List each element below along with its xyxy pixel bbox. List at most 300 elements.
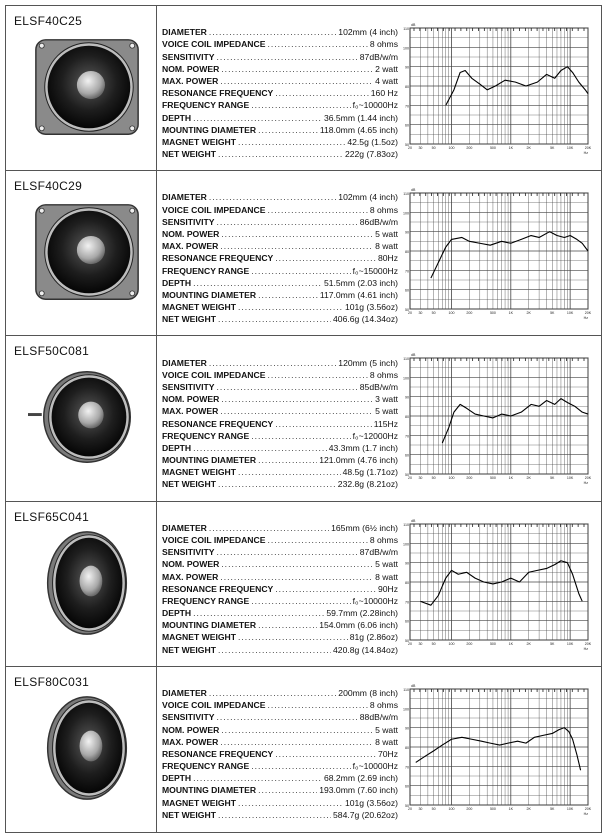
x-tick-label: 20 <box>408 806 412 811</box>
spec-label: RESONANCE FREQUENCY <box>162 88 274 99</box>
model-name: ELSF65C041 <box>14 509 90 524</box>
speaker-photo <box>28 524 146 642</box>
spec-label: MOUNTING DIAMETER <box>162 620 257 631</box>
spec-sheet <box>5 5 602 833</box>
spec-mounting <box>162 454 398 466</box>
y-tick-label: 100 <box>403 211 409 216</box>
spec-value: 406.6g (14.34oz) <box>333 314 398 325</box>
spec-label: DIAMETER <box>162 522 207 533</box>
y-tick-label: 100 <box>403 376 409 381</box>
leader-dots <box>193 442 327 454</box>
spec-diameter <box>162 26 398 38</box>
leader-dots <box>251 265 350 277</box>
model-name: ELSF50C081 <box>14 344 90 359</box>
frequency-response-chart <box>400 681 596 817</box>
spec-label: FREQUENCY RANGE <box>162 761 250 772</box>
leader-dots <box>221 393 373 405</box>
x-tick-label: 30 <box>418 806 423 811</box>
spec-depth <box>162 772 398 784</box>
y-tick-label: 70 <box>405 434 409 439</box>
y-tick-label: 80 <box>405 580 409 585</box>
spec-magnet <box>162 136 398 148</box>
leader-dots <box>267 38 367 50</box>
spec-max-power <box>162 570 398 582</box>
spec-label: SENSITIVITY <box>162 216 215 227</box>
spec-label: DIAMETER <box>162 192 207 203</box>
y-tick-label: 110 <box>403 27 409 31</box>
leader-dots <box>275 87 369 99</box>
speaker-image <box>28 524 146 642</box>
spec-freq-range <box>162 264 398 276</box>
y-tick-label: 80 <box>405 415 409 420</box>
leader-dots <box>221 724 373 736</box>
x-tick-label: 30 <box>418 146 423 150</box>
spec-net-weight <box>162 148 398 160</box>
spec-value: 3 watt <box>375 394 398 405</box>
spec-label: NOM. POWER <box>162 724 220 735</box>
spec-label: FREQUENCY RANGE <box>162 595 250 606</box>
spec-label: SENSITIVITY <box>162 547 215 558</box>
x-tick-label: 100 <box>448 476 455 481</box>
spec-resonance <box>162 87 398 99</box>
spec-value: 8 ohms <box>369 369 398 380</box>
spec-net-weight <box>162 313 398 325</box>
x-tick-label: 2K <box>526 641 531 646</box>
spec-value: 8 watt <box>375 571 398 582</box>
y-tick-label: 100 <box>403 46 409 51</box>
x-unit-label: Hz <box>583 646 588 651</box>
spec-label: RESONANCE FREQUENCY <box>162 253 274 264</box>
x-tick-label: 500 <box>489 806 496 811</box>
spec-label: RESONANCE FREQUENCY <box>162 748 274 759</box>
spec-net-weight <box>162 809 398 821</box>
spec-depth <box>162 442 398 454</box>
frequency-response-chart <box>400 350 596 486</box>
x-tick-label: 1K <box>508 476 514 481</box>
y-unit-label: dB <box>411 23 416 27</box>
spec-freq-range <box>162 760 398 772</box>
leader-dots <box>258 124 318 136</box>
leader-dots <box>217 216 358 228</box>
leader-dots <box>193 772 322 784</box>
chart-svg <box>400 681 596 817</box>
y-tick-label: 90 <box>405 561 409 566</box>
spec-label: SENSITIVITY <box>162 712 215 723</box>
spec-nom-power <box>162 63 398 75</box>
x-tick-label: 1K <box>508 146 514 150</box>
column-divider <box>156 171 157 335</box>
y-tick-label: 70 <box>405 599 409 604</box>
leader-dots <box>221 63 373 75</box>
model-name: ELSF80C031 <box>14 674 90 689</box>
spec-value: 584.7g (20.62oz) <box>333 809 398 820</box>
x-tick-label: 20K <box>584 146 592 150</box>
x-tick-label: 10K <box>566 311 574 316</box>
leader-dots <box>275 748 376 760</box>
leader-dots <box>193 607 324 619</box>
y-tick-label: 70 <box>405 104 409 109</box>
spec-value: 5 watt <box>375 406 398 417</box>
x-tick-label: 10K <box>566 806 574 811</box>
spec-label: MAX. POWER <box>162 736 219 747</box>
spec-diameter <box>162 356 398 368</box>
leader-dots <box>258 289 318 301</box>
spec-value: f₀~12000Hz <box>352 430 398 441</box>
leader-dots <box>267 204 367 216</box>
leader-dots <box>218 478 336 490</box>
spec-list <box>162 26 398 160</box>
x-tick-label: 200 <box>466 146 473 150</box>
spec-label: MAX. POWER <box>162 571 219 582</box>
column-divider <box>156 502 157 666</box>
spec-list <box>162 356 398 490</box>
spec-label: NET WEIGHT <box>162 644 216 655</box>
spec-value: 118.0mm (4.65 inch) <box>319 124 398 135</box>
y-tick-label: 110 <box>403 192 409 197</box>
spec-magnet <box>162 301 398 313</box>
spec-value: 232.8g (8.21oz) <box>337 479 398 490</box>
column-divider <box>156 667 157 832</box>
speaker-row <box>6 667 601 832</box>
y-unit-label: dB <box>411 518 416 523</box>
x-tick-label: 50 <box>431 146 436 150</box>
leader-dots <box>258 454 317 466</box>
x-unit-label: Hz <box>583 151 588 155</box>
x-tick-label: 50 <box>431 641 436 646</box>
spec-resonance <box>162 748 398 760</box>
x-tick-label: 5K <box>550 311 555 316</box>
spec-label: DEPTH <box>162 773 192 784</box>
spec-max-power <box>162 405 398 417</box>
spec-freq-range <box>162 595 398 607</box>
x-tick-label: 100 <box>448 641 455 646</box>
y-tick-label: 80 <box>405 85 409 89</box>
x-tick-label: 20K <box>584 806 592 811</box>
spec-max-power <box>162 75 398 87</box>
leader-dots <box>209 522 329 534</box>
spec-label: DEPTH <box>162 277 192 288</box>
spec-value: 68.2mm (2.69 inch) <box>323 773 398 784</box>
x-tick-label: 100 <box>448 806 455 811</box>
x-tick-label: 50 <box>431 311 436 316</box>
spec-value: 81g (2.86oz) <box>349 632 398 643</box>
spec-depth <box>162 111 398 123</box>
spec-impedance <box>162 699 398 711</box>
spec-label: DIAMETER <box>162 687 207 698</box>
spec-label: MAX. POWER <box>162 241 219 252</box>
leader-dots <box>251 595 350 607</box>
spec-label: DEPTH <box>162 112 192 123</box>
spec-value: 8 ohms <box>369 700 398 711</box>
x-tick-label: 20 <box>408 641 412 646</box>
leader-dots <box>238 301 343 313</box>
spec-label: SENSITIVITY <box>162 51 215 62</box>
spec-depth <box>162 277 398 289</box>
leader-dots <box>217 381 358 393</box>
speaker-image <box>28 28 146 146</box>
spec-value: 8 watt <box>375 241 398 252</box>
column-divider <box>156 6 157 170</box>
x-tick-label: 20 <box>408 476 412 481</box>
speaker-row <box>6 171 601 336</box>
spec-label: MAGNET WEIGHT <box>162 302 236 313</box>
y-tick-label: 100 <box>403 541 409 546</box>
y-tick-label: 80 <box>405 745 409 750</box>
spec-value: f₀~15000Hz <box>352 265 398 276</box>
leader-dots <box>209 191 336 203</box>
chart-svg <box>400 20 596 156</box>
spec-value: 43.3mm (1.7 inch) <box>328 442 398 453</box>
spec-value: 42.5g (1.5oz) <box>347 136 398 147</box>
x-unit-label: Hz <box>583 481 588 486</box>
spec-value: 102mm (4 inch) <box>338 192 398 203</box>
spec-value: 222g (7.83oz) <box>344 149 398 160</box>
leader-dots <box>275 418 372 430</box>
x-tick-label: 5K <box>550 641 555 646</box>
spec-value: 193.0mm (7.60 inch) <box>319 785 398 796</box>
spec-magnet <box>162 466 398 478</box>
x-tick-label: 50 <box>431 476 436 481</box>
leader-dots <box>238 631 348 643</box>
spec-mounting <box>162 289 398 301</box>
x-tick-label: 500 <box>489 476 496 481</box>
leader-dots <box>267 369 367 381</box>
spec-value: 101g (3.56oz) <box>344 797 398 808</box>
spec-list <box>162 687 398 821</box>
spec-label: VOICE COIL IMPEDANCE <box>162 369 266 380</box>
x-tick-label: 10K <box>566 641 574 646</box>
spec-value: 5 watt <box>375 559 398 570</box>
x-tick-label: 10K <box>566 476 574 481</box>
spec-impedance <box>162 369 398 381</box>
spec-value: 8 ohms <box>369 39 398 50</box>
spec-sensitivity <box>162 216 398 228</box>
x-tick-label: 200 <box>466 641 473 646</box>
spec-depth <box>162 607 398 619</box>
y-tick-label: 60 <box>405 784 409 789</box>
x-tick-label: 200 <box>466 806 473 811</box>
leader-dots <box>238 136 345 148</box>
spec-nom-power <box>162 723 398 735</box>
spec-label: NET WEIGHT <box>162 149 216 160</box>
leader-dots <box>258 619 317 631</box>
spec-label: MOUNTING DIAMETER <box>162 785 257 796</box>
spec-label: MAX. POWER <box>162 75 219 86</box>
x-tick-label: 10K <box>566 146 574 150</box>
y-tick-label: 90 <box>405 726 409 731</box>
speaker-photo <box>28 689 146 807</box>
speaker-image <box>28 689 146 807</box>
spec-label: VOICE COIL IMPEDANCE <box>162 204 266 215</box>
spec-max-power <box>162 240 398 252</box>
leader-dots <box>220 405 373 417</box>
spec-list <box>162 191 398 325</box>
spec-value: 101g (3.56oz) <box>344 302 398 313</box>
y-unit-label: dB <box>411 188 416 193</box>
x-tick-label: 30 <box>418 311 423 316</box>
spec-label: RESONANCE FREQUENCY <box>162 418 274 429</box>
leader-dots <box>221 558 373 570</box>
chart-svg <box>400 350 596 486</box>
spec-value: 90Hz <box>377 583 398 594</box>
y-tick-label: 50 <box>405 308 409 313</box>
spec-net-weight <box>162 643 398 655</box>
leader-dots <box>218 148 343 160</box>
spec-sensitivity <box>162 711 398 723</box>
column-divider <box>156 336 157 500</box>
y-tick-label: 50 <box>405 143 409 147</box>
spec-label: SENSITIVITY <box>162 381 215 392</box>
y-tick-label: 50 <box>405 473 409 478</box>
x-tick-label: 20K <box>584 641 592 646</box>
leader-dots <box>251 760 350 772</box>
leader-dots <box>251 99 350 111</box>
x-tick-label: 1K <box>508 641 514 646</box>
leader-dots <box>275 583 376 595</box>
spec-label: MOUNTING DIAMETER <box>162 455 257 466</box>
spec-label: NET WEIGHT <box>162 314 216 325</box>
x-tick-label: 20 <box>408 146 412 150</box>
y-tick-label: 110 <box>403 687 409 692</box>
spec-label: MAGNET WEIGHT <box>162 467 236 478</box>
spec-label: MAGNET WEIGHT <box>162 797 236 808</box>
spec-label: NET WEIGHT <box>162 809 216 820</box>
spec-label: MAGNET WEIGHT <box>162 136 236 147</box>
speaker-row <box>6 502 601 667</box>
y-unit-label: dB <box>411 683 416 688</box>
spec-sensitivity <box>162 50 398 62</box>
spec-value: 115Hz <box>373 418 398 429</box>
y-tick-label: 110 <box>403 522 409 527</box>
spec-value: 5 watt <box>375 228 398 239</box>
spec-resonance <box>162 417 398 429</box>
spec-label: MAGNET WEIGHT <box>162 632 236 643</box>
frequency-response-chart <box>400 185 596 321</box>
spec-value: 85dB/w/m <box>359 381 398 392</box>
spec-value: 70Hz <box>377 748 398 759</box>
x-tick-label: 1K <box>508 311 514 316</box>
leader-dots <box>218 809 331 821</box>
x-tick-label: 200 <box>466 311 473 316</box>
spec-label: VOICE COIL IMPEDANCE <box>162 534 266 545</box>
speaker-photo <box>28 28 146 146</box>
spec-label: FREQUENCY RANGE <box>162 430 250 441</box>
chart-svg <box>400 185 596 321</box>
x-tick-label: 20 <box>408 311 412 316</box>
leader-dots <box>193 112 322 124</box>
spec-impedance <box>162 534 398 546</box>
model-name: ELSF40C29 <box>14 179 83 194</box>
spec-value: f₀~10000Hz <box>352 761 398 772</box>
spec-value: 165mm (6½ inch) <box>331 522 398 533</box>
spec-label: MOUNTING DIAMETER <box>162 124 257 135</box>
x-tick-label: 20K <box>584 311 592 316</box>
y-tick-label: 60 <box>405 619 409 624</box>
x-unit-label: Hz <box>583 811 588 816</box>
spec-label: NOM. POWER <box>162 228 220 239</box>
spec-value: 102mm (4 inch) <box>338 27 398 38</box>
spec-value: 160 Hz <box>370 88 398 99</box>
leader-dots <box>193 277 322 289</box>
spec-value: 4 watt <box>375 75 398 86</box>
y-tick-label: 90 <box>405 65 409 70</box>
leader-dots <box>217 546 358 558</box>
x-tick-label: 30 <box>418 476 423 481</box>
spec-value: 420.8g (14.84oz) <box>333 644 398 655</box>
spec-value: 36.5mm (1.44 inch) <box>323 112 398 123</box>
spec-mounting <box>162 784 398 796</box>
spec-value: 154.0mm (6.06 inch) <box>319 620 398 631</box>
spec-mounting <box>162 619 398 631</box>
leader-dots <box>217 711 358 723</box>
spec-value: 8 ohms <box>369 204 398 215</box>
spec-value: 80Hz <box>377 253 398 264</box>
spec-label: RESONANCE FREQUENCY <box>162 583 274 594</box>
spec-label: NET WEIGHT <box>162 479 216 490</box>
spec-value: 88dB/w/m <box>359 712 398 723</box>
x-tick-label: 5K <box>550 806 555 811</box>
y-tick-label: 100 <box>403 707 409 712</box>
leader-dots <box>267 534 367 546</box>
x-tick-label: 50 <box>431 806 436 811</box>
spec-value: 8 watt <box>375 736 398 747</box>
spec-nom-power <box>162 228 398 240</box>
frequency-response-chart <box>400 516 596 652</box>
spec-value: 2 watt <box>375 63 398 74</box>
spec-value: 8 ohms <box>369 534 398 545</box>
speaker-image <box>28 358 146 476</box>
spec-magnet <box>162 796 398 808</box>
y-tick-label: 60 <box>405 288 409 293</box>
leader-dots <box>238 466 341 478</box>
x-unit-label: Hz <box>583 316 588 321</box>
spec-label: NOM. POWER <box>162 394 220 405</box>
spec-label: DEPTH <box>162 608 192 619</box>
y-tick-label: 90 <box>405 396 409 401</box>
spec-label: DIAMETER <box>162 27 207 38</box>
speaker-row <box>6 336 601 501</box>
leader-dots <box>267 699 367 711</box>
leader-dots <box>209 357 336 369</box>
x-tick-label: 2K <box>526 476 531 481</box>
leader-dots <box>221 228 373 240</box>
x-tick-label: 500 <box>489 311 496 316</box>
x-tick-label: 20K <box>584 476 592 481</box>
leader-dots <box>238 797 343 809</box>
x-tick-label: 2K <box>526 146 531 150</box>
leader-dots <box>220 736 373 748</box>
spec-label: VOICE COIL IMPEDANCE <box>162 700 266 711</box>
spec-impedance <box>162 38 398 50</box>
spec-label: MAX. POWER <box>162 406 219 417</box>
x-tick-label: 500 <box>489 641 496 646</box>
spec-impedance <box>162 203 398 215</box>
leader-dots <box>220 75 373 87</box>
x-tick-label: 5K <box>550 476 555 481</box>
y-tick-label: 80 <box>405 250 409 255</box>
y-tick-label: 60 <box>405 454 409 459</box>
y-tick-label: 70 <box>405 765 409 770</box>
spec-resonance <box>162 583 398 595</box>
spec-value: 121.0mm (4.76 inch) <box>319 455 398 466</box>
spec-freq-range <box>162 99 398 111</box>
x-tick-label: 200 <box>466 476 473 481</box>
spec-freq-range <box>162 430 398 442</box>
spec-label: MOUNTING DIAMETER <box>162 289 257 300</box>
spec-max-power <box>162 736 398 748</box>
y-tick-label: 70 <box>405 269 409 274</box>
spec-value: 87dB/w/m <box>359 51 398 62</box>
